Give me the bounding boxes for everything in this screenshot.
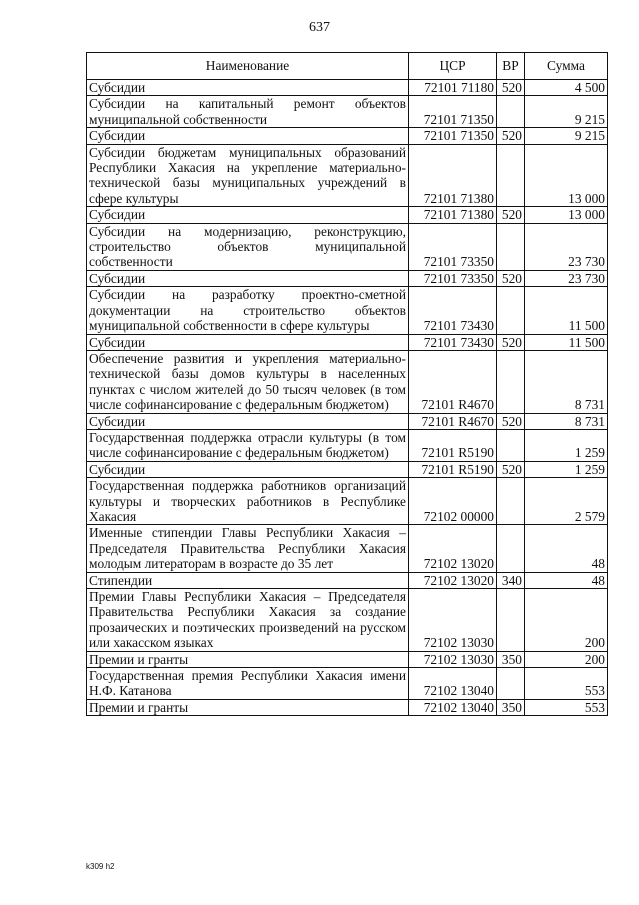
table-row bbox=[87, 668, 608, 700]
cell-vr bbox=[497, 478, 525, 525]
cell-sum: 2 579 bbox=[525, 478, 608, 525]
cell-vr bbox=[497, 429, 525, 461]
table-row bbox=[87, 525, 608, 572]
table-row bbox=[87, 461, 608, 477]
cell-name: Премии и гранты bbox=[87, 699, 409, 715]
cell-sum: 8 731 bbox=[525, 350, 608, 413]
cell-sum: 200 bbox=[525, 589, 608, 652]
cell-csr: 72101 73430 bbox=[409, 287, 497, 334]
header-name: Наименование bbox=[87, 53, 409, 80]
header-sum: Сумма bbox=[525, 53, 608, 80]
cell-vr: 520 bbox=[497, 413, 525, 429]
cell-sum: 8 731 bbox=[525, 413, 608, 429]
header-csr: ЦСР bbox=[409, 53, 497, 80]
cell-sum: 13 000 bbox=[525, 207, 608, 223]
cell-name: Субсидии на разработку проектно-сметной документации на строительство объектов муниципальной собственности в сфере культуры bbox=[87, 287, 409, 334]
table-row bbox=[87, 270, 608, 286]
cell-csr: 72101 71380 bbox=[409, 144, 497, 207]
cell-name: Субсидии на модернизацию, реконструкцию, строительство объектов муниципальной собственности bbox=[87, 223, 409, 270]
cell-csr: 72101 R5190 bbox=[409, 461, 497, 477]
cell-sum: 9 215 bbox=[525, 128, 608, 144]
header-vr: ВР bbox=[497, 53, 525, 80]
cell-csr: 72102 13030 bbox=[409, 589, 497, 652]
cell-name: Премии Главы Республики Хакасия – Председателя Правительства Республики Хакасия за создание прозаических и поэтических произведений на русском или хакасском языках bbox=[87, 589, 409, 652]
cell-name: Субсидии bbox=[87, 334, 409, 350]
cell-csr: 72101 71350 bbox=[409, 128, 497, 144]
cell-csr: 72101 71350 bbox=[409, 96, 497, 128]
cell-name: Субсидии на капитальный ремонт объектов муниципальной собственности bbox=[87, 96, 409, 128]
cell-sum: 4 500 bbox=[525, 80, 608, 96]
cell-sum: 1 259 bbox=[525, 429, 608, 461]
cell-csr: 72102 00000 bbox=[409, 478, 497, 525]
cell-name: Субсидии bbox=[87, 80, 409, 96]
cell-csr: 72102 13020 bbox=[409, 525, 497, 572]
cell-name: Премии и гранты bbox=[87, 651, 409, 667]
cell-name: Государственная премия Республики Хакасия имени Н.Ф. Катанова bbox=[87, 668, 409, 700]
table-row bbox=[87, 572, 608, 588]
cell-sum: 553 bbox=[525, 699, 608, 715]
cell-name: Субсидии bbox=[87, 461, 409, 477]
cell-name: Стипендии bbox=[87, 572, 409, 588]
cell-csr: 72101 73430 bbox=[409, 334, 497, 350]
table-body bbox=[87, 80, 608, 716]
cell-csr: 72101 R4670 bbox=[409, 413, 497, 429]
table-row bbox=[87, 207, 608, 223]
cell-vr: 520 bbox=[497, 207, 525, 223]
table-row bbox=[87, 350, 608, 413]
cell-name: Субсидии bbox=[87, 207, 409, 223]
cell-csr: 72101 71180 bbox=[409, 80, 497, 96]
cell-name: Государственная поддержка отрасли культуры (в том числе софинансирование с федеральным бюджетом) bbox=[87, 429, 409, 461]
table-row bbox=[87, 144, 608, 207]
footer-code: k309 h2 bbox=[86, 862, 115, 871]
cell-vr: 520 bbox=[497, 128, 525, 144]
cell-vr bbox=[497, 287, 525, 334]
cell-sum: 23 730 bbox=[525, 270, 608, 286]
cell-sum: 11 500 bbox=[525, 334, 608, 350]
cell-vr: 520 bbox=[497, 270, 525, 286]
cell-vr bbox=[497, 525, 525, 572]
cell-sum: 48 bbox=[525, 525, 608, 572]
cell-vr: 520 bbox=[497, 334, 525, 350]
budget-table bbox=[86, 52, 608, 716]
cell-sum: 553 bbox=[525, 668, 608, 700]
table-row bbox=[87, 128, 608, 144]
cell-vr bbox=[497, 96, 525, 128]
table-row bbox=[87, 334, 608, 350]
table-row bbox=[87, 287, 608, 334]
cell-sum: 1 259 bbox=[525, 461, 608, 477]
cell-vr bbox=[497, 223, 525, 270]
cell-vr bbox=[497, 668, 525, 700]
cell-sum: 23 730 bbox=[525, 223, 608, 270]
cell-vr: 350 bbox=[497, 651, 525, 667]
table-row bbox=[87, 589, 608, 652]
cell-sum: 13 000 bbox=[525, 144, 608, 207]
cell-name: Именные стипендии Главы Республики Хакасия – Председателя Правительства Республики Хакасия молодым литераторам в возрасте до 35 лет bbox=[87, 525, 409, 572]
table-row bbox=[87, 429, 608, 461]
cell-name: Субсидии bbox=[87, 270, 409, 286]
cell-vr: 520 bbox=[497, 80, 525, 96]
cell-sum: 9 215 bbox=[525, 96, 608, 128]
cell-vr bbox=[497, 144, 525, 207]
cell-name: Обеспечение развития и укрепления материально-технической базы домов культуры в населенных пунктах с числом жителей до 50 тысяч человек (в том числе софинансирование с федеральным бюджетом) bbox=[87, 350, 409, 413]
table-header-row bbox=[87, 53, 608, 80]
table-row bbox=[87, 223, 608, 270]
table-row bbox=[87, 478, 608, 525]
cell-vr: 520 bbox=[497, 461, 525, 477]
cell-csr: 72101 R4670 bbox=[409, 350, 497, 413]
cell-sum: 200 bbox=[525, 651, 608, 667]
cell-csr: 72101 71380 bbox=[409, 207, 497, 223]
cell-sum: 11 500 bbox=[525, 287, 608, 334]
cell-name: Государственная поддержка работников организаций культуры и творческих работников в Республике Хакасия bbox=[87, 478, 409, 525]
cell-vr bbox=[497, 350, 525, 413]
cell-sum: 48 bbox=[525, 572, 608, 588]
cell-csr: 72101 73350 bbox=[409, 223, 497, 270]
table-row bbox=[87, 80, 608, 96]
cell-csr: 72101 73350 bbox=[409, 270, 497, 286]
cell-csr: 72101 R5190 bbox=[409, 429, 497, 461]
cell-csr: 72102 13030 bbox=[409, 651, 497, 667]
cell-csr: 72102 13040 bbox=[409, 668, 497, 700]
cell-vr: 350 bbox=[497, 699, 525, 715]
cell-csr: 72102 13040 bbox=[409, 699, 497, 715]
cell-name: Субсидии bbox=[87, 128, 409, 144]
cell-name: Субсидии бюджетам муниципальных образований Республики Хакасия на укрепление материально-технической базы муниципальных учреждений в сфере культуры bbox=[87, 144, 409, 207]
cell-vr bbox=[497, 589, 525, 652]
cell-name: Субсидии bbox=[87, 413, 409, 429]
cell-csr: 72102 13020 bbox=[409, 572, 497, 588]
table-row bbox=[87, 96, 608, 128]
table-row bbox=[87, 699, 608, 715]
table-row bbox=[87, 651, 608, 667]
table-row bbox=[87, 413, 608, 429]
page-number: 637 bbox=[309, 20, 330, 35]
cell-vr: 340 bbox=[497, 572, 525, 588]
